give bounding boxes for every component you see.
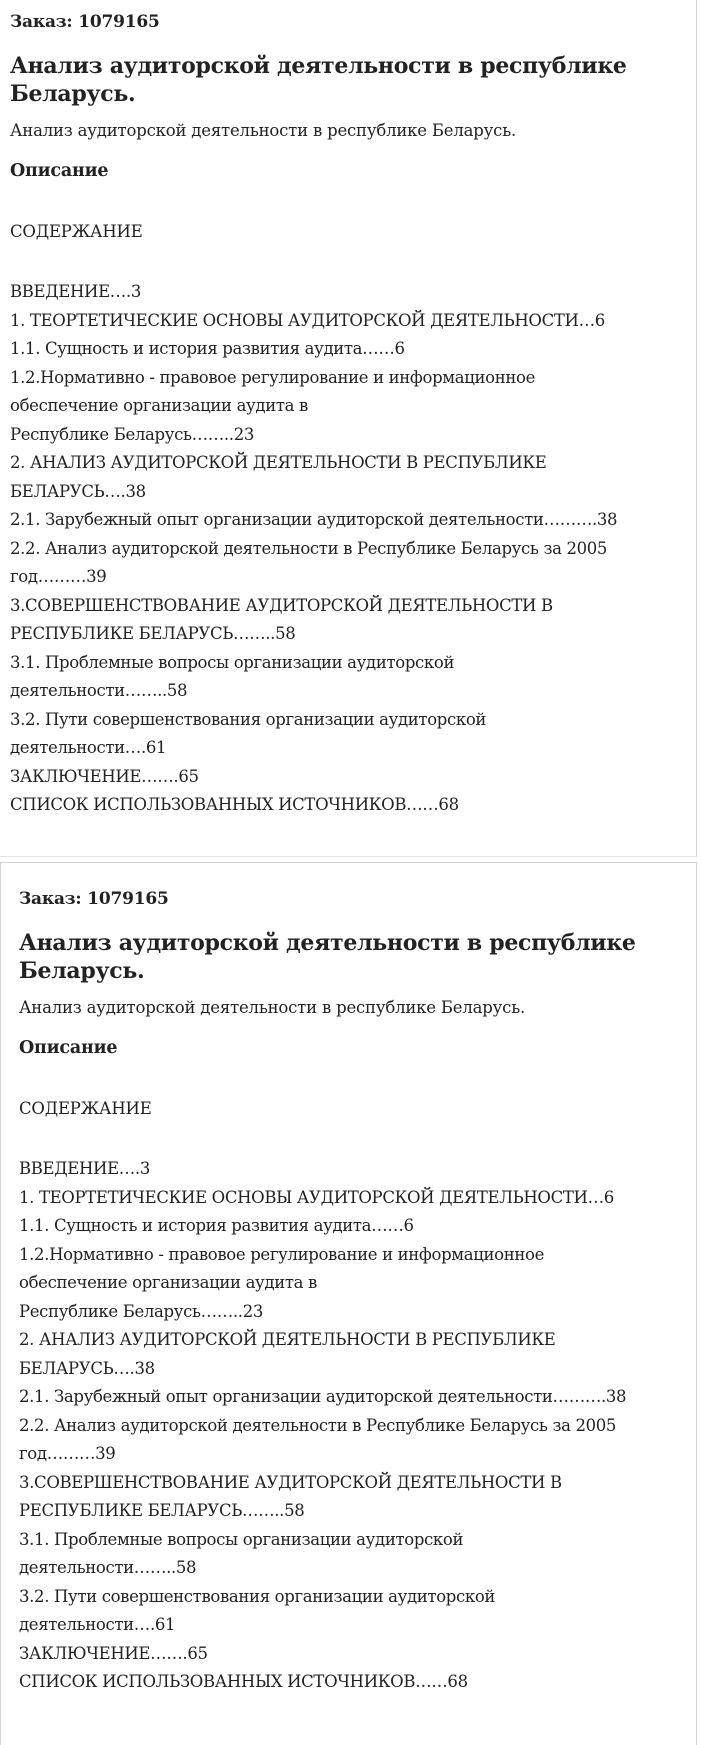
order-title xyxy=(19,929,684,985)
toc-line: 2.2. Анализ аудиторской деятельности в Республике Беларусь за 2005 xyxy=(19,1415,617,1435)
toc-line: 1.1. Сущность и история развития аудита……6 xyxy=(19,1216,414,1235)
toc-line: Республике Беларусь……..23 xyxy=(10,424,254,444)
toc-heading: СОДЕРЖАНИЕ xyxy=(10,222,143,241)
toc-line: обеспечение организации аудита в xyxy=(10,396,308,415)
order-title xyxy=(10,52,684,108)
toc-line: 2.1. Зарубежный опыт организации аудиторской деятельности……….38 xyxy=(10,510,618,529)
toc-line: 1. ТЕОРТЕТИЧЕСКИЕ ОСНОВЫ АУДИТОРСКОЙ ДЕЯТЕЛЬНОСТИ…6 xyxy=(10,310,605,330)
toc-line: деятельности……..58 xyxy=(10,681,188,700)
order-card xyxy=(0,862,697,1745)
toc-line: СПИСОК ИСПОЛЬЗОВАННЫХ ИСТОЧНИКОВ……68 xyxy=(10,795,459,814)
table-of-contents xyxy=(19,1155,684,1697)
toc-line: год………39 xyxy=(10,567,107,586)
toc-line: 3.1. Проблемные вопросы организации аудиторской xyxy=(10,652,455,672)
toc-line: 3.2. Пути совершенствования организации аудиторской xyxy=(19,1586,496,1606)
toc-line: ВВЕДЕНИЕ….3 xyxy=(10,282,141,301)
description-heading: Описание xyxy=(10,161,109,181)
toc-line: год………39 xyxy=(19,1444,116,1463)
toc-line: РЕСПУБЛИКЕ БЕЛАРУСЬ……..58 xyxy=(19,1501,305,1520)
order-title-line: Анализ аудиторской деятельности в республике xyxy=(10,53,627,79)
toc-line: 3.СОВЕРШЕНСТВОВАНИЕ АУДИТОРСКОЙ ДЕЯТЕЛЬНОСТИ В xyxy=(19,1472,562,1492)
toc-heading: СОДЕРЖАНИЕ xyxy=(19,1099,152,1118)
toc-line: 2. АНАЛИЗ АУДИТОРСКОЙ ДЕЯТЕЛЬНОСТИ В РЕСПУБЛИКЕ xyxy=(19,1330,556,1349)
order-number: Заказ: 1079165 xyxy=(10,12,160,32)
order-number: Заказ: 1079165 xyxy=(19,889,169,909)
toc-line: БЕЛАРУСЬ….38 xyxy=(19,1358,155,1378)
toc-line: БЕЛАРУСЬ….38 xyxy=(10,481,146,501)
order-title-line: Беларусь. xyxy=(19,958,145,984)
toc-line: ЗАКЛЮЧЕНИЕ…….65 xyxy=(10,766,199,786)
toc-line: 1.2.Нормативно - правовое регулирование и информационное xyxy=(19,1244,545,1264)
toc-line: 1.1. Сущность и история развития аудита……6 xyxy=(10,339,405,358)
description-heading: Описание xyxy=(19,1038,118,1058)
toc-line: деятельности….61 xyxy=(19,1615,176,1634)
toc-line: 3.2. Пути совершенствования организации аудиторской xyxy=(10,709,487,729)
toc-line: 1.2.Нормативно - правовое регулирование и информационное xyxy=(10,367,536,387)
toc-line: Республике Беларусь……..23 xyxy=(19,1301,263,1321)
order-title-line: Анализ аудиторской деятельности в республике xyxy=(19,930,636,956)
toc-line: 3.СОВЕРШЕНСТВОВАНИЕ АУДИТОРСКОЙ ДЕЯТЕЛЬНОСТИ В xyxy=(10,595,553,615)
order-title-line: Беларусь. xyxy=(10,81,136,107)
toc-line: обеспечение организации аудита в xyxy=(19,1273,317,1292)
toc-line: деятельности….61 xyxy=(10,738,167,757)
toc-line: деятельности……..58 xyxy=(19,1558,197,1577)
order-card xyxy=(0,0,697,857)
toc-line: 1. ТЕОРТЕТИЧЕСКИЕ ОСНОВЫ АУДИТОРСКОЙ ДЕЯТЕЛЬНОСТИ…6 xyxy=(19,1187,614,1207)
order-subtitle: Анализ аудиторской деятельности в республике Беларусь. xyxy=(10,121,517,140)
toc-line: ЗАКЛЮЧЕНИЕ…….65 xyxy=(19,1643,208,1663)
table-of-contents xyxy=(10,278,684,820)
toc-line: 2. АНАЛИЗ АУДИТОРСКОЙ ДЕЯТЕЛЬНОСТИ В РЕСПУБЛИКЕ xyxy=(10,453,547,472)
toc-line: 2.1. Зарубежный опыт организации аудиторской деятельности……….38 xyxy=(19,1387,627,1406)
toc-line: РЕСПУБЛИКЕ БЕЛАРУСЬ……..58 xyxy=(10,624,296,643)
order-subtitle: Анализ аудиторской деятельности в республике Беларусь. xyxy=(19,998,526,1017)
toc-line: 3.1. Проблемные вопросы организации аудиторской xyxy=(19,1529,464,1549)
toc-line: СПИСОК ИСПОЛЬЗОВАННЫХ ИСТОЧНИКОВ……68 xyxy=(19,1672,468,1691)
toc-line: 2.2. Анализ аудиторской деятельности в Республике Беларусь за 2005 xyxy=(10,538,608,558)
toc-line: ВВЕДЕНИЕ….3 xyxy=(19,1159,150,1178)
